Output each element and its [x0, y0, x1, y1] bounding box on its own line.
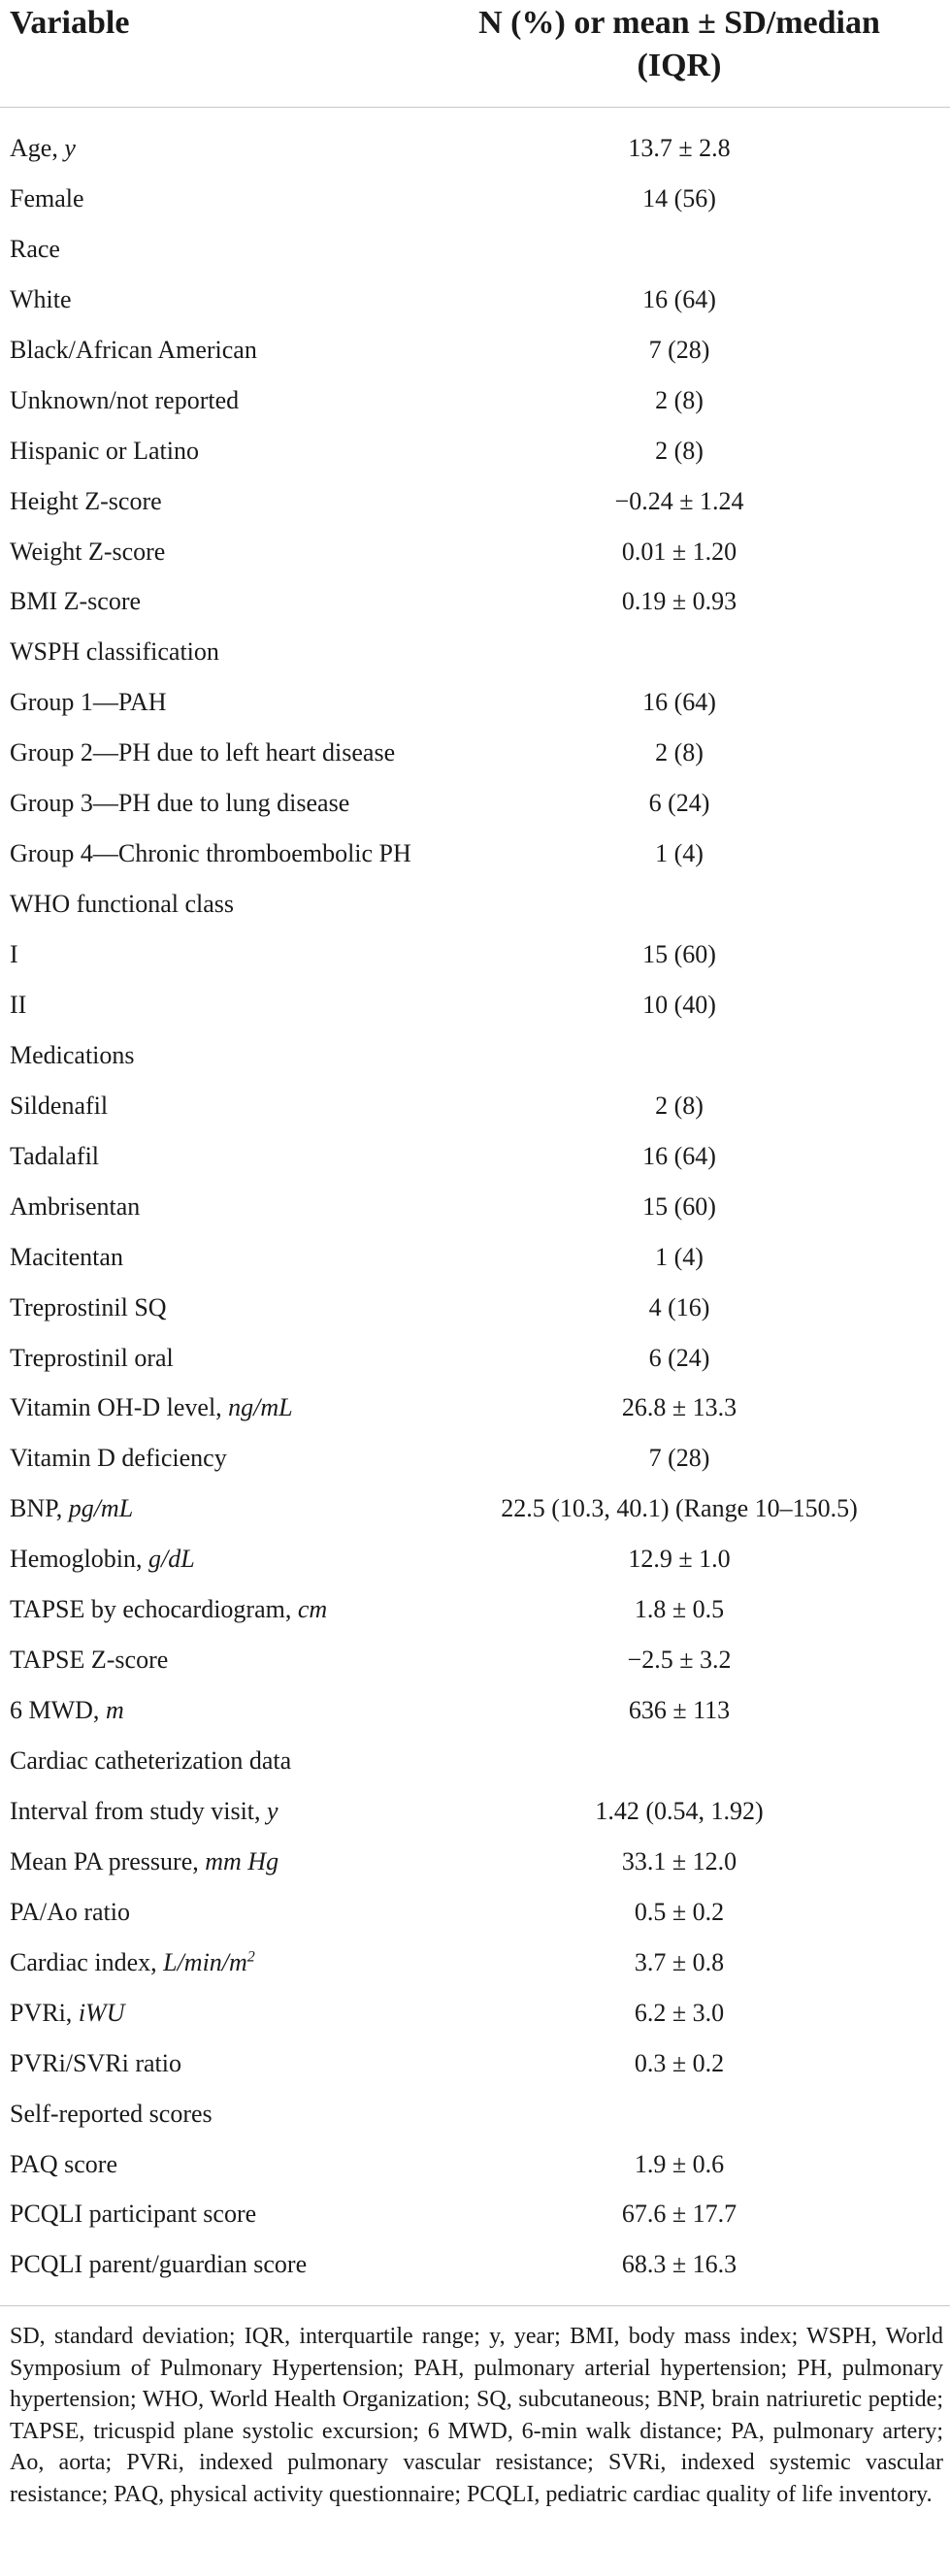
table-row	[0, 1182, 950, 1232]
row-value: 16 (64)	[642, 1141, 716, 1170]
row-label: Macitentan	[10, 1242, 123, 1271]
row-variable	[10, 426, 199, 476]
row-value: 0.3 ± 0.2	[634, 2048, 725, 2077]
row-label: Age,	[10, 134, 65, 162]
row-label: 6 MWD,	[10, 1696, 106, 1725]
row-variable	[10, 1433, 227, 1484]
row-variable	[10, 1131, 99, 1182]
row-value: 1.42 (0.54, 1.92)	[595, 1796, 764, 1825]
row-value: 6 (24)	[648, 789, 710, 818]
row-variable	[10, 879, 234, 929]
row-variable	[10, 476, 162, 527]
row-unit: m	[105, 1696, 124, 1725]
table-row	[0, 728, 950, 778]
row-label: Height Z-score	[10, 486, 162, 515]
row-variable	[10, 527, 165, 577]
row-label: Group 1—PAH	[10, 688, 167, 717]
table-row	[0, 2139, 950, 2190]
table-row	[0, 929, 950, 980]
row-label: Medications	[10, 1040, 135, 1069]
table-row	[0, 829, 950, 879]
row-value: 7 (28)	[648, 1444, 710, 1473]
row-variable	[10, 1182, 140, 1232]
row-value: 16 (64)	[642, 688, 716, 717]
row-value: 6.2 ± 3.0	[634, 1998, 725, 2027]
table-row	[0, 1736, 950, 1786]
row-label: Mean PA pressure,	[10, 1846, 206, 1875]
table-row	[0, 1938, 950, 1988]
row-unit: pg/mL	[68, 1494, 134, 1523]
header-divider	[0, 107, 950, 108]
row-value: −0.24 ± 1.24	[614, 486, 744, 515]
row-value: 4 (16)	[648, 1292, 710, 1321]
row-label: TAPSE by echocardiogram,	[10, 1595, 298, 1624]
row-unit: cm	[297, 1595, 328, 1624]
row-value: 2 (8)	[655, 738, 704, 767]
row-value: 2 (8)	[655, 436, 704, 465]
row-value: 68.3 ± 16.3	[621, 2250, 737, 2279]
row-label: Group 4—Chronic thromboembolic PH	[10, 839, 411, 868]
row-variable	[10, 2139, 117, 2190]
row-variable	[10, 325, 257, 375]
row-label: Cardiac catheterization data	[10, 1746, 292, 1775]
row-variable	[10, 1534, 195, 1584]
table-row	[0, 2239, 950, 2290]
row-label: PA/Ao ratio	[10, 1897, 130, 1926]
row-unit: mm Hg	[205, 1846, 279, 1875]
row-label: PVRi,	[10, 1998, 79, 2027]
row-label: Weight Z-score	[10, 537, 166, 566]
table-row	[0, 677, 950, 728]
row-value: 3.7 ± 0.8	[634, 1947, 725, 1976]
table-row	[0, 1988, 950, 2038]
table-row	[0, 325, 950, 375]
row-variable	[10, 677, 167, 728]
row-unit: ng/mL	[228, 1393, 293, 1422]
row-variable	[10, 275, 72, 325]
row-variable	[10, 2239, 307, 2290]
row-variable	[10, 2089, 213, 2139]
table-row	[0, 778, 950, 829]
row-value: 12.9 ± 1.0	[628, 1545, 731, 1574]
table-row	[0, 2189, 950, 2239]
row-label: Treprostinil SQ	[10, 1292, 167, 1321]
row-label: II	[10, 990, 27, 1019]
table-row	[0, 576, 950, 627]
row-value: 26.8 ± 13.3	[621, 1393, 737, 1422]
row-value: 15 (60)	[642, 940, 716, 968]
row-value: 7 (28)	[648, 335, 710, 364]
row-value: 1.8 ± 0.5	[634, 1595, 725, 1624]
table-row	[0, 174, 950, 224]
table-header	[0, 0, 950, 105]
table-row	[0, 2038, 950, 2089]
table-row	[0, 527, 950, 577]
row-label: Treprostinil oral	[10, 1343, 174, 1372]
row-variable	[10, 627, 219, 677]
row-variable	[10, 1232, 123, 1283]
table-row	[0, 426, 950, 476]
row-value: 22.5 (10.3, 40.1) (Range 10–150.5)	[501, 1494, 858, 1523]
row-label: Group 3—PH due to lung disease	[10, 789, 350, 818]
row-value: 13.7 ± 2.8	[628, 134, 731, 162]
table-row	[0, 1283, 950, 1333]
row-variable	[10, 576, 141, 627]
row-label: WHO functional class	[10, 890, 235, 919]
row-label: PCQLI participant score	[10, 2200, 257, 2229]
table-row	[0, 1584, 950, 1635]
row-label: Race	[10, 234, 60, 263]
row-variable	[10, 980, 26, 1030]
row-variable	[10, 1333, 174, 1384]
row-label: Cardiac index,	[10, 1947, 164, 1976]
row-value: 2 (8)	[655, 385, 704, 414]
row-variable	[10, 1484, 133, 1534]
table-row	[0, 1484, 950, 1534]
row-variable	[10, 174, 84, 224]
row-value: 1.9 ± 0.6	[634, 2149, 725, 2178]
row-value: 1 (4)	[655, 1242, 704, 1271]
row-label: PVRi/SVRi ratio	[10, 2048, 181, 2077]
table-row	[0, 1433, 950, 1484]
row-unit: y	[64, 134, 76, 162]
row-label: Vitamin OH-D level,	[10, 1393, 229, 1422]
footer-divider	[0, 2305, 950, 2306]
table-row	[0, 1333, 950, 1384]
row-variable	[10, 929, 18, 980]
row-value: 2 (8)	[655, 1091, 704, 1120]
header-variable: Variable	[10, 5, 130, 41]
row-label: Interval from study visit,	[10, 1796, 268, 1825]
row-variable	[10, 1786, 278, 1837]
row-label: BNP,	[10, 1494, 69, 1523]
row-label: Ambrisentan	[10, 1191, 141, 1221]
row-label: Group 2—PH due to left heart disease	[10, 738, 396, 767]
table-row	[0, 1081, 950, 1131]
row-value: 67.6 ± 17.7	[621, 2200, 737, 2229]
table-row	[0, 1786, 950, 1837]
header-value-line2: (IQR)	[637, 48, 722, 83]
header-value-line1: N (%) or mean ± SD/median	[478, 5, 880, 41]
table-row	[0, 980, 950, 1030]
row-variable	[10, 1584, 327, 1635]
row-value: 16 (64)	[642, 284, 716, 313]
row-label: Unknown/not reported	[10, 385, 240, 414]
row-value: 1 (4)	[655, 839, 704, 868]
row-value: −2.5 ± 3.2	[627, 1646, 732, 1675]
row-variable	[10, 829, 411, 879]
row-value: 636 ± 113	[628, 1696, 731, 1725]
row-unit-superscript: 2	[246, 1948, 255, 1966]
table-row	[0, 1030, 950, 1081]
row-label: Tadalafil	[10, 1141, 100, 1170]
row-variable	[10, 1736, 291, 1786]
table-row	[0, 224, 950, 275]
table-row	[0, 879, 950, 929]
row-value: 0.19 ± 0.93	[621, 587, 737, 616]
table-row	[0, 1635, 950, 1685]
table-row	[0, 1232, 950, 1283]
row-label: WSPH classification	[10, 637, 219, 667]
row-label: White	[10, 284, 72, 313]
row-unit: y	[267, 1796, 278, 1825]
row-value: 0.01 ± 1.20	[621, 537, 737, 566]
row-label: Black/African American	[10, 335, 257, 364]
row-label: Vitamin D deficiency	[10, 1444, 227, 1473]
row-value: 6 (24)	[648, 1343, 710, 1372]
row-label: TAPSE Z-score	[10, 1646, 169, 1675]
row-unit: iWU	[78, 1998, 125, 2027]
table-row	[0, 1383, 950, 1433]
table-row	[0, 627, 950, 677]
row-label: PAQ score	[10, 2149, 117, 2178]
table-row	[0, 1837, 950, 1887]
row-label: Hemoglobin,	[10, 1545, 148, 1574]
row-variable	[10, 778, 349, 829]
row-unit: g/dL	[148, 1545, 195, 1574]
row-variable	[10, 1887, 130, 1938]
table-body	[0, 123, 950, 2290]
row-variable	[10, 1685, 124, 1736]
header-value	[446, 2, 912, 87]
row-value: 0.5 ± 0.2	[634, 1897, 725, 1926]
row-label: PCQLI parent/guardian score	[10, 2250, 308, 2279]
table-row	[0, 476, 950, 527]
table-row	[0, 375, 950, 426]
table-row	[0, 123, 950, 174]
row-variable	[10, 123, 76, 174]
row-variable	[10, 1837, 278, 1887]
table-row	[0, 1685, 950, 1736]
row-variable	[10, 2038, 181, 2089]
row-unit: L/min/m	[163, 1947, 247, 1976]
table-row	[0, 1887, 950, 1938]
table-row	[0, 2089, 950, 2139]
row-variable	[10, 224, 60, 275]
row-value: 14 (56)	[642, 183, 716, 212]
row-label: BMI Z-score	[10, 587, 142, 616]
row-value: 33.1 ± 12.0	[621, 1846, 737, 1875]
row-label: Female	[10, 183, 84, 212]
row-variable	[10, 2189, 256, 2239]
row-value: 15 (60)	[642, 1191, 716, 1221]
table-row	[0, 1534, 950, 1584]
table-row	[0, 1131, 950, 1182]
row-variable	[10, 728, 395, 778]
table-footnote: SD, standard deviation; IQR, interquartile range; y, year; BMI, body mass index; WSPH, World Symposium of Pulmonary Hypertension; PAH, pulmonary arterial hypertension; PH, pulmonary hypertension; WHO, World Health Organization; SQ, subcutaneous; BNP, brain natriuretic peptide; TAPSE, tricuspid plane systolic excursion; 6 MWD, 6-min walk distance; PA, pulmonary artery; Ao, aorta; PVRi, indexed pulmonary vascular resistance; SVRi, indexed systemic vascular resistance; PAQ, physical activity questionnaire; PCQLI, pediatric cardiac quality of life inventory.	[10, 2324, 943, 2507]
row-label: Hispanic or Latino	[10, 436, 199, 465]
row-variable	[10, 1030, 135, 1081]
row-variable	[10, 1635, 168, 1685]
row-variable	[10, 1283, 167, 1333]
row-label: I	[10, 940, 18, 968]
row-variable	[10, 375, 239, 426]
row-label: Self-reported scores	[10, 2099, 213, 2128]
row-variable	[10, 1938, 255, 1988]
row-variable	[10, 1988, 124, 2038]
table-row	[0, 275, 950, 325]
row-label: Sildenafil	[10, 1091, 109, 1120]
row-variable	[10, 1081, 108, 1131]
row-variable	[10, 1383, 293, 1433]
row-value: 10 (40)	[642, 990, 716, 1019]
